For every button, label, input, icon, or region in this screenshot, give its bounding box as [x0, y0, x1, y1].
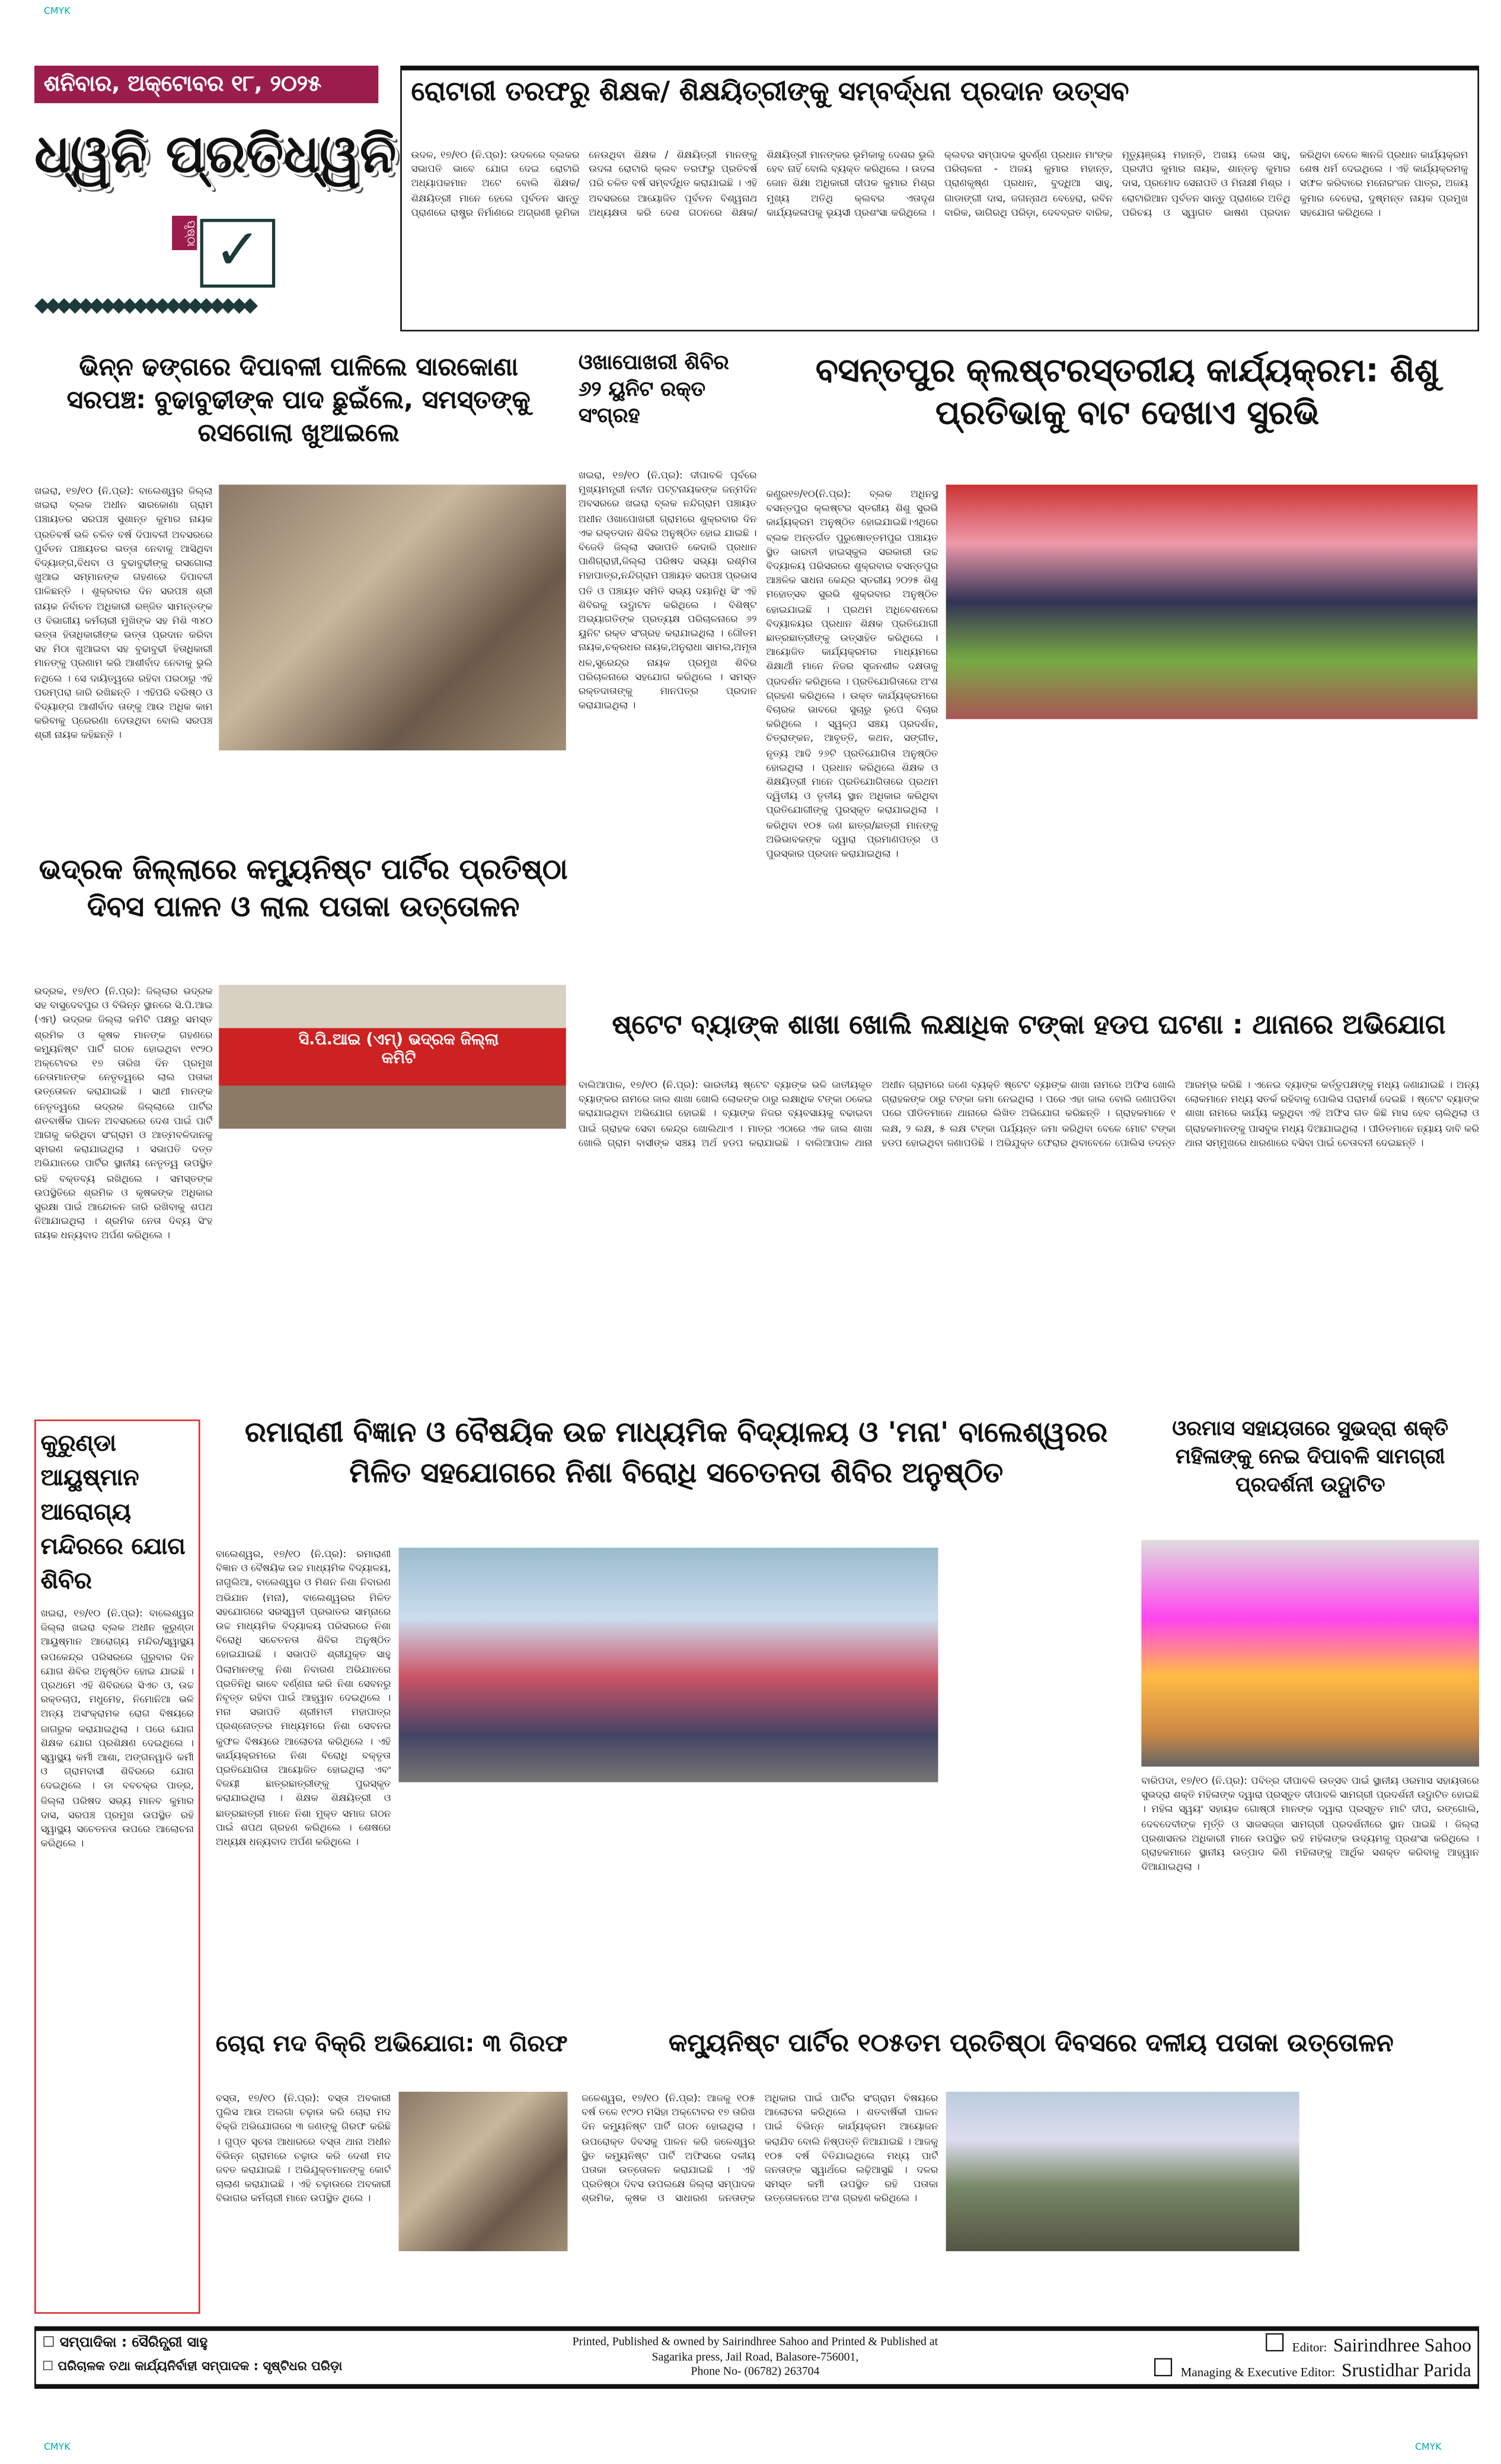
editor-en-name: Sairindhree Sahoo	[1333, 2334, 1471, 2356]
managing-label: ପରିଚାଳକ ତଥା କାର୍ଯ୍ୟନିର୍ବାହୀ ସମ୍ପାଦକ :	[58, 2358, 259, 2373]
imprint-text	[505, 2334, 1005, 2379]
top-story-box	[400, 66, 1479, 331]
article-photo	[1141, 1540, 1479, 1766]
masthead-logo: ଧ୍ୱନି ପ୍ରତିଧ୍ୱନି	[34, 123, 397, 186]
managing-en-label: Managing & Executive Editor:	[1180, 2365, 1336, 2380]
article-photo	[946, 485, 1478, 720]
article-body: କଣ୍ଡ୍ର୧୭/୧୦(ନି.ପ୍ର): ବ୍ଲକ ଅଧିନସ୍ଥ ବସନ୍ତପୁର କ୍ଲଷ୍ଟର ସ୍ତରୀୟ ଶିଶୁ ସୁରଭି କାର୍ଯ୍ୟକ୍ରମ ଅନୁଷ୍ଠିତ ହୋଇଯାଇଛି।ଏଥିରେ ବ୍ଲକ ଅନ୍ତର୍ଗତ ପୁରୁଷୋତ୍ତମପୁର ପଞ୍ଚାୟତ ସ୍ଥିତ ଭାରତୀ ହାଇସ୍କୁଲ ସରକାରୀ ଉଚ୍ଚ ବିଦ୍ୟାଳୟ ପରିସରରେ ଶୁକ୍ରବାର ବସନ୍ତପୁର ଆଞ୍ଚଳିକ ସାଧନା କେନ୍ଦ୍ର ସ୍ତରୀୟ ୨୦୨୫ ଶିଶୁ ମହୋତ୍ସବ ସୁରଭି ଶୁକ୍ରବାର ଅନୁଷ୍ଠିତ ହୋଇଯାଇଛି । ପ୍ରଥମ ଅଧିବେଶନରେ ବିଦ୍ୟାଳୟର ପ୍ରଧାନ ଶିକ୍ଷକ ପ୍ରତିଯୋଗୀ ଛାତ୍ରଛାତ୍ରୀଙ୍କୁ ଉତ୍ସାହିତ କରିଥିଲେ । ଆୟୋଜିତ କାର୍ଯ୍ୟକ୍ରମର ମାଧ୍ୟମରେ ଶିକ୍ଷାର୍ଥୀ ମାନେ ନିଜର ସୃଜନଶୀଳ ଦକ୍ଷତାକୁ ପ୍ରଦର୍ଶନ କରିଥିଲେ । ପ୍ରତିଯୋଗିତାରେ ଅଂଶ ଗ୍ରହଣ କରିଥିଲେ । ଉକ୍ତ କାର୍ଯ୍ୟକ୍ରମରେ ବିଚାରକ ଭାବରେ ସୁଚାରୁ ରୂପେ ବିଚାର କରିଥିଲେ । ସ୍ୱଳ୍ପ ସଞ୍ଚୟ ପ୍ରଦର୍ଶନ, ଚିତ୍ରାଙ୍କନ, ଆବୃତ୍ତି, କଥନ, ସଙ୍ଗୀତ, ନୃତ୍ୟ ଆଦି ୨୬ଟି ପ୍ରତିଯୋଗିତା ଅନୁଷ୍ଠିତ ହୋଇଥିଲା । ପ୍ରଧାନ କରିଥିଲେ ଶିକ୍ଷକ ଓ ଶିକ୍ଷୟିତ୍ରୀ ମାନେ ପ୍ରତିଯୋଗିତାରେ ପ୍ରଥମ ଦ୍ୱିତୀୟ ଓ ତୃତୀୟ ସ୍ଥାନ ଅଧିକାର କରିଥିବା ପ୍ରତିଯୋଗୀଙ୍କୁ ପୁରସ୍କୃତ କରାଯାଇଥିଲା । କରିଥିବା ୧୦୫ ଜଣ ଛାତ୍ର/ଛାତ୍ରୀ ମାନଙ୍କୁ ଅଭିଭାବକଙ୍କ ଦ୍ୱାରା ପ୍ରମାଣପତ୍ର ଓ ପୁରସ୍କାର ପ୍ରଦାନ କରାଯାଇଥିଲା ।	[766, 489, 938, 860]
article-photo	[946, 2092, 1299, 2251]
article-body: ଉଦଳ, ୧୭/୧୦ (ନି.ପ୍ର): ଉଦଳରେ ବ୍ଲକର ସଭାପତି ଭାବେ ଯୋଗ ଦେଇ ରୋଟାରି ଅଧ୍ୟାପକମାନ ଅଟେ ବୋଲି ଶିକ୍ଷକ/ଶିକ୍ଷୟିତ୍ରୀ ମାନେ ହେଲେ ପୂର୍ବତନ ସାନ୍ତୁ ପ୍ରାଣରେ ରାଷ୍ଟ୍ର ନିର୍ମାଣରେ ଅଗ୍ରଣୀ ଭୂମିକା ନେଉଥିବା ଶିକ୍ଷକ / ଶିକ୍ଷୟିତ୍ରୀ ମାନଙ୍କୁ ଉଦଳା ରୋଟାରି କ୍ଲବ ତରଫରୁ ପ୍ରତିବର୍ଷ ପରି ଚଳିତ ବର୍ଷ ସମ୍ବର୍ଦ୍ଧିତ କରାଯାଇଛି । ଏହି ଅବସରରେ ଆୟୋଜିତ ପୂର୍ବତନ ବିଶ୍ୱନାଥ ଅଧ୍ୟକ୍ଷତା କରି ଦେଶ ଗଠନରେ ଶିକ୍ଷକ/ ଶିକ୍ଷୟିତ୍ରୀ ମାନଙ୍କର ଭୂମିକାକୁ ଦେଶର ଭୁଲି ହେବ ନାହିଁ ବୋଲି ବ୍ୟକ୍ତ କରିଥିଲେ । ଉଦଳା ଜୋନ ଶିକ୍ଷା ଅଧିକାରୀ ଦୀପକ କୁମାର ମିଶ୍ର ମୁଖ୍ୟ ଅତିଥି କ୍ଲବର ଏତାଦୃଶ କାର୍ଯ୍ୟକଳାପକୁ ଭୂୟସୀ ପ୍ରଶଂସା କରିଥିଲେ । କ୍ଲବର ସମ୍ପାଦକ ସୁବର୍ଣ୍ଣ ପ୍ରଧାନ ମାଂଙ୍କ ପରିଚାଳନା - ଅଜୟ କୁମାର ମହାନ୍ତ, ପ୍ରାଣକୃଷ୍ଣ ପ୍ରଧାନ, ବୁଦ୍ଧିଆ ସାହୁ, ଗାଡାଙ୍ଗୀ ଦାସ, ଜଗନ୍ନାଥ ବେହେରା, ରବିନ ବାରିକ, ଭାଗିରଥି ପରିଡ଼ା, ଦେବବ୍ରତ ବାରିକ, ମୃତ୍ୟୁଞ୍ଜୟ ମହାନ୍ତି, ଅଖୟ ଲେଖ ସାହୁ, ପ୍ରଦୀପ କୁମାର ନାୟକ, ଶାନ୍ତନୁ କୁମାର ଦାସ, ପ୍ରମୋଦ ସେନାପତି ଓ ମିନାକ୍ଷୀ ମିଶ୍ର । ରୋଟାରିଆନ ପୂର୍ବତନ ସାନ୍ତୁ ପ୍ରାଣରେ ଅତିଥି ପରିଚୟ ଓ ସ୍ୱାଗତ ଭାଷଣ ପ୍ରଦାନ କରିଥିବା ବେଳେ ଜ୍ଞାନଜି ପ୍ରଧାନ କାର୍ଯ୍ୟକ୍ରମ ଶେଷ ଧର୍ମ ଦେଇଥିଲେ । ଏହି କାର୍ଯ୍ୟକ୍ରମକୁ ସଫଳ କରିବାରେ ମନୋରଂଜନ ପାତ୍ର, ଅଜୟ କୁମାର ବେହେରା, ଦୁଷ୍ମନ୍ତ ନାୟକ ପ୍ରମୁଖ ସହଯୋଗ କରିଥିଲେ ।	[411, 150, 1468, 219]
editor-en: ☐ Editor: Sairindhree Sahoo	[1263, 2331, 1471, 2358]
managing-editor-line: ☐ ପରିଚାଳକ ତଥା କାର୍ଯ୍ୟନିର୍ବାହୀ ସମ୍ପାଦକ : ସୃଷ୍ଟିଧର ପରିଡ଼ା	[42, 2358, 343, 2373]
headline: କମ୍ୟୁନିଷ୍ଟ ପାର୍ଟିର ୧୦୫ତମ ପ୍ରତିଷ୍ଠା ଦିବସରେ ଦଳୀୟ ପତାକା ଉତ୍ତୋଳନ	[669, 2027, 1394, 2057]
article-body-cont	[946, 728, 1478, 994]
editor-line: ☐ ସମ୍ପାଦିକା : ସୈରିନ୍ଧ୍ରୀ ସାହୁ	[42, 2335, 208, 2351]
article-body-cont	[946, 1555, 1129, 2024]
article-body-cont	[399, 1790, 938, 2025]
headline: କୁରୁଣ୍ଡା ଆୟୁଷ୍ମାନ ଆରୋଗ୍ୟ ମନ୍ଦିରରେ ଯୋଗ ଶିବିର	[40, 1428, 186, 1595]
editor-label: ସମ୍ପାଦିକା :	[59, 2335, 127, 2351]
article-body: ଖଇରା, ୧୭/୧୦ (ନି.ପ୍ର): ବାଲେଶ୍ୱର ଜିଲ୍ଲା ଖଇରା ବ୍ଲକ ଅଧୀନ ସାରକୋଣା ଗ୍ରାମ ପଞ୍ଚାୟତର ସରପଞ୍ଚ ସୁଶାନ୍ତ କୁମାର ନାୟକ ପ୍ରତିବର୍ଷ ଭଳି ଚଳିତ ବର୍ଷ ଦିପାବଳୀ ଅବସରରେ ପୁର୍ବତନ ପଞ୍ଚାୟତର ଭତ୍ତା ନେବାକୁ ଆସିଥିବା ବିଦ୍ୟାଙ୍ଗ,ବିଧବା ଓ ବୁଢାବୁଢୀଙ୍କୁ ରସଗୋଲା ଖୁଆଇ ସମ୍ମାନଙ୍କ ଗହଣରେ ଦିପାବଳୀ ପାଳିଛନ୍ତି । ଶୁକ୍ରବାର ଦିନ ସରପଞ୍ଚ ଶ୍ରୀ ନାୟକ ନିର୍ବାଚନ ଅଧିକାରୀ ରଞ୍ଜିତ ସାମନ୍ତଙ୍କ ଓ ବିଭାଗୀୟ କର୍ମଚାରୀ ମୁଖିଙ୍କ ସହ ମିଶି ୩୪୦ ଭତ୍ତା ହିତାଧିକାରୀଙ୍କ ଭତ୍ତା ପ୍ରଦାନ କରିବା ସହ ମିଠା ଖୁଆଇବା ସହ ବୁଢାବୁଢୀ ହିତାଧିକାରୀ ମାନଙ୍କୁ ପ୍ରଣାମ କରି ଆଶୀର୍ବାଦ ନେବାକୁ ଭୁଲି ନଥିଲେ । ସେ ଦାୟିତ୍ୱରେ ରହିବା ପରଠାରୁ ଏହି ପରମ୍ପରା ଜାରି ରଖିଛନ୍ତି । ଏହିପରି ବରିଷ୍ଠ ଓ ବିଦ୍ୟାଙ୍ଗ ଆଶୀର୍ବାଦ ତାଙ୍କୁ ଆଉ ଅଧିକ କାମ କରିବାକୁ ପ୍ରେରଣା ଦେଉଥିବା ବୋଲି ସରପଞ୍ଚ ଶ୍ରୀ ନାୟକ କହିଛନ୍ତି ।	[34, 486, 213, 742]
headline: ଚୋରା ମଦ ବିକ୍ରି ଅଭିଯୋଗ: ୩ ଗିରଫ	[215, 2029, 568, 2057]
imprint-line: Phone No- (06782) 263704	[691, 2363, 820, 2378]
article-body-cont	[219, 757, 566, 838]
checkmark-icon: ✓	[200, 219, 276, 287]
headline: ରମାରାଣୀ ବିଜ୍ଞାନ ଓ ବୈଷୟିକ ଉଚ୍ଚ ମାଧ୍ୟମିକ ବିଦ୍ୟାଳୟ ଓ 'ମନା' ବାଲେଶ୍ୱରର ମିଳିତ ସହଯୋଗରେ ନିଶା ବିରୋଧି ସଚେତନତା ଶିବିର ଅନୁଷ୍ଠିତ	[245, 1416, 1108, 1490]
print-mark: CMYK	[1414, 2441, 1442, 2453]
imprint-line: Printed, Published & owned by Sairindhree Sahoo and Printed & Published at	[572, 2334, 938, 2348]
diamond-ornament: ◆◆◆◆◆◆◆◆◆◆◆◆◆◆◆◆◆◆◆◆	[34, 293, 254, 318]
print-mark: CMYK	[43, 6, 71, 18]
editor-name: ସୈରିନ୍ଧ୍ରୀ ସାହୁ	[132, 2335, 208, 2351]
editor-en-label: Editor:	[1292, 2340, 1327, 2355]
headline: ରୋଟାରୀ ତରଫରୁ ଶିକ୍ଷକ/ ଶିକ୍ଷୟିତ୍ରୀଙ୍କୁ ସମ୍ବର୍ଦ୍ଧନା ପ୍ରଦାନ ଉତ୍ସବ	[411, 76, 1129, 108]
article-body: ବାରିପଦା, ୧୭/୧୦ (ନି.ପ୍ର): ପବିତ୍ର ଦୀପାବଳି ଉତ୍ସବ ପାଇଁ ସ୍ଥାନୀୟ ଓରମାସ ସହାୟତାରେ ସୁଭଦ୍ରା ଶକ୍ତି ମହିଳାଙ୍କ ଦ୍ୱାରା ପ୍ରସ୍ତୁତ ଦୀପାବଳି ସାମଗ୍ରୀ ପ୍ରଦର୍ଶନୀ ଉଦ୍ଘାଟିତ ହୋଇଛି । ମହିଳା ସ୍ୱୟଂ ସହାୟକ ଗୋଷ୍ଠୀ ମାନଙ୍କ ଦ୍ୱାରା ପ୍ରସ୍ତୁତ ମାଟି ଦୀପ, ରଙ୍ଗୋଲି, ଦେବଦେବୀଙ୍କ ମୂର୍ତ୍ତି ଓ ସାଜସଜ୍ଜା ସାମଗ୍ରୀ ପ୍ରଦର୍ଶନୀରେ ସ୍ଥାନ ପାଇଛି । ଜିଲ୍ଲା ପ୍ରଶାସନର ଅଧିକାରୀ ମାନେ ଉପସ୍ଥିତ ରହି ମହିଳାଙ୍କ ଉଦ୍ୟମକୁ ପ୍ରଶଂସା କରିଥିଲେ । ଗ୍ରାହକମାନେ ସ୍ଥାନୀୟ ଉତ୍ପାଦ କିଣି ମହିଳାଙ୍କୁ ଆର୍ଥିକ ସଶକ୍ତ କରିବାକୁ ଆହ୍ୱାନ ଦିଆଯାଇଥିଲା ।	[1141, 1776, 1480, 1874]
article-body: ବସ୍ତା, ୧୭/୧୦ (ନି.ପ୍ର): ବସ୍ତା ଅବକାରୀ ପୁଲିସ ଆଉ ଅଲଗା ଚଢ଼ାଉ କରି ଚୋରା ମଦ ବିକ୍ରି ଅଭିଯୋଗରେ ୩ ଜଣଙ୍କୁ ଗିରଫ କରିଛି । ଗୁପ୍ତ ସୂଚନା ଆଧାରରେ ବସ୍ତା ଥାନା ଅଧୀନ ବିଭିନ୍ନ ଗ୍ରାମରେ ଚଢ଼ାଉ କରି ଦେଶୀ ମଦ ଜବତ କରାଯାଇଛି । ଅଭିଯୁକ୍ତମାନଙ୍କୁ କୋର୍ଟ ଚାଲାଣ କରାଯାଇଛି । ଏହି ଚଢ଼ାଉରେ ଅବକାରୀ ବିଭାଗର କର୍ମଚାରୀ ମାନେ ଉପସ୍ଥିତ ଥିଲେ ।	[215, 2093, 391, 2205]
article-body: ଜଳେଶ୍ୱର, ୧୭/୧୦ (ନି.ପ୍ର): ଆଜକୁ ୧୦୫ ବର୍ଷ ତଳେ ୧୯୨୦ ମସିହା ଅକ୍ଟୋବର ୧୭ ତାରିଖ ଦିନ କମ୍ୟୁନିଷ୍ଟ ପାର୍ଟି ଗଠନ ହୋଇଥିଲା । ଉପରୋକ୍ତ ଦିବସକୁ ପାଳନ କରି ଜଳେଶ୍ୱର ସ୍ଥିତ କମ୍ୟୁନିଷ୍ଟ ପାର୍ଟି ଅଫିସରେ ଦଳୀୟ ପତାକା ଉତ୍ତୋଳନ କରାଯାଇଛି । ଏହି ପ୍ରତିଷ୍ଠା ଦିବସ ଉପଲକ୍ଷେ ଜିଲ୍ଲା ସମ୍ପାଦକ ଶ୍ରମିକ, କୃଷକ ଓ ସାଧାରଣ ଜନତାଙ୍କ ଅଧିକାର ପାଇଁ ପାର୍ଟିର ସଂଗ୍ରାମ ବିଷୟରେ ଆଲୋଚନା କରିଥିଲେ । ଶତବାର୍ଷିକୀ ପାଳନ ପାଇଁ ବିଭିନ୍ନ କାର୍ଯ୍ୟକ୍ରମ ଆୟୋଜନ କରାଯିବ ବୋଲି ନିଷ୍ପତ୍ତି ନିଆଯାଇଛି । ଆଜକୁ ୧୦୫ ବର୍ଷ ବିତିଯାଇଥିଲେ ମଧ୍ୟ ପାର୍ଟି ଜନତାଙ୍କ ସ୍ୱାର୍ଥରେ ଲଢ଼ିଆସୁଛି । ଦଳର ସମସ୍ତ କର୍ମୀ ଉପସ୍ଥିତ ରହି ପତାକା ଉତ୍ତୋଳନରେ ଅଂଶ ଗ୍ରହଣ କରିଥିଲେ ।	[582, 2093, 938, 2205]
article-body: ଖଇରା, ୧୭/୧୦ (ନି.ପ୍ର): ଦୀପାବଳି ପୂର୍ବରେ ମୁଖ୍ୟମନ୍ତ୍ରୀ ନବୀନ ପଟ୍ଟନାୟକଙ୍କ ଜନ୍ମଦିନ ଅବସରରେ ଖଇରା ବ୍ଲକ ନନ୍ଦିଗ୍ରାମ ପଞ୍ଚାୟତ ଅଧୀନ ଓଖାପୋଖରୀ ଗ୍ରାମରେ ଶୁକ୍ରବାର ଦିନ ଏକ ରକ୍ତଦାନ ଶିବିର ଅନୁଷ୍ଠିତ ହୋଇ ଯାଇଛି । ବିଜେଡି ଜିଲ୍ଲା ସଭାପତି କେଦାରି ପ୍ରଧାନ ପାଣିଗ୍ରାହୀ,ଜିଲ୍ଲା ପରିଷଦ ସଭ୍ୟା ରଶ୍ମିତା ମହାପାତ୍ର,ନନ୍ଦିଗ୍ରାମ ପଞ୍ଚାୟତ ସରପଞ୍ଚ ପ୍ରଭାସ ପତି ଓ ପଞ୍ଚାୟତ ସମିତି ସଭ୍ୟ ଦୟାନିଧି ସିଂ ଏହି ଶିବିରକୁ ଉଦ୍ଘାଟନ କରିଥିଲେ । ବିଶିଷ୍ଟ ଅଭ୍ୟାଗତିଙ୍କ ପ୍ରତ୍ୟକ୍ଷ ପରିଚାଳନାରେ ୬୨ ୟୁନିଟ ରକ୍ତ ସଂଗ୍ରହ କରାଯାଇଥିଲା । ଗୌତମ ନାୟକ,ଚକ୍ରଧର ନାୟକ,ଅନୁରାଧା ସାମଲ,ଅମୃତା ଧଳ,ସୁରେନ୍ଦ୍ର ନାୟକ ପ୍ରମୁଖ ଶିବିର ପରିଚାଳନାରେ ସହଯୋଗ କରିଥିଲେ । ସମସ୍ତ ରକ୍ତଦାତାଙ୍କୁ ମାନପତ୍ର ପ୍ରଦାନ କରାଯାଇଥିଲା ।	[578, 470, 757, 712]
article-photo	[399, 2092, 568, 2251]
date-banner: ଶନିବାର, ଅକ୍ଟୋବର ୧୮, ୨୦୨୫	[34, 66, 378, 103]
imprint-line: Sagarika press, Jail Road, Balasore-756001,	[652, 2348, 859, 2363]
article-body: ବାଲେଶ୍ୱର, ୧୭/୧୦ (ନି.ପ୍ର): ରମାରାଣୀ ବିଜ୍ଞାନ ଓ ବୈଷୟିକ ଉଚ୍ଚ ମାଧ୍ୟମିକ ବିଦ୍ୟାଳୟ, ନାଗୁଲିଆ, ବାଲେଶ୍ୱର ଓ ମିଶନ ନିଶା ନିବାରଣ ଅଭିଯାନ (ମନା), ବାଲେଶ୍ୱରର ମିଳିତ ସହଯୋଗରେ ସରସ୍ୱତୀ ପ୍ରଭାତର ସାମ୍ନାରେ ଉଚ୍ଚ ମାଧ୍ୟମିକ ବିଦ୍ୟାଳୟ ପରିସରରେ ନିଶା ବିରୋଧି ସଚେତନତା ଶିବିର ଅନୁଷ୍ଠିତ ହୋଇଯାଇଛି । ସଭାପତି ଶ୍ରୀଯୁକ୍ତ ସାହୁ ପିଲାମାନଙ୍କୁ ନିଶା ନିବାରଣ ଅଭିଯାନରେ ପ୍ରତିନିଧି ଭାବେ ବର୍ଣ୍ଣନା କରି ନିଶା ସେବନରୁ ନିବୃତ୍ତ ରହିବା ପାଇଁ ଆହ୍ୱାନ ଦେଇଥିଲେ । ମନା ସଭାପତି ଶ୍ରୀମତୀ ମହାପାତ୍ର ପ୍ରଶ୍ନୋତ୍ତର ମାଧ୍ୟମରେ ନିଶା ସେବନର କୁଫଳ ବିଷୟରେ ଆଲୋଚନା କରିଥିଲେ । ଏହି କାର୍ଯ୍ୟକ୍ରମରେ ନିଶା ବିରୋଧି ବକ୍ତୃତା ପ୍ରତିଯୋଗିତା ଆୟୋଜିତ ହୋଇଥିଲା ଏବଂ ବିଜୟୀ ଛାତ୍ରଛାତ୍ରୀଙ୍କୁ ପୁରସ୍କୃତ କରାଯାଇଥିଲା । ଶିକ୍ଷକ ଶିକ୍ଷୟିତ୍ରୀ ଓ ଛାତ୍ରଛାତ୍ରୀ ମାନେ ନିଶା ମୁକ୍ତ ସମାଜ ଗଠନ ପାଇଁ ଶପଥ ଗ୍ରହଣ କରିଥିଲେ । ଶେଷରେ ଅଧ୍ୟକ୍ଷ ଧନ୍ୟବାଦ ଅର୍ପଣ କରିଥିଲେ ।	[215, 1549, 391, 1848]
headline: ବସନ୍ତପୁର କ୍ଲଷ୍ଟରସ୍ତରୀୟ କାର୍ଯ୍ୟକ୍ରମ: ଶିଶୁ ପ୍ରତିଭାକୁ ବାଟ ଦେଖାଏ ସୁରଭି	[815, 351, 1439, 432]
headline: ଓରମାସ ସହାୟତାରେ ସୁଭଦ୍ରା ଶକ୍ତି ମହିଳାଙ୍କୁ ନେଇ ଦିପାବଳି ସାମଗ୍ରୀ ପ୍ରଦର୍ଶନୀ ଉଦ୍ଘାଟିତ	[1172, 1418, 1449, 1498]
article-photo	[399, 1548, 938, 1782]
footer-imprint	[34, 2326, 1479, 2389]
article-body: ଖଇରା, ୧୭/୧୦ (ନି.ପ୍ର): ବାଲେଶ୍ୱର ଜିଲ୍ଲା ଖଇରା ବ୍ଲକ ଅଧୀନ କୁରୁଣ୍ଡା ଆୟୁଷ୍ମାନ ଆରୋଗ୍ୟ ମନ୍ଦିର/ସ୍ୱାସ୍ଥ୍ୟ ଉପକେନ୍ଦ୍ର ପରିସରରେ ଗୁରୁବାର ଦିନ ଯୋଗ ଶିବିର ଅନୁଷ୍ଠିତ ହୋଇ ଯାଇଛି । ପ୍ରଥମେ ଏହି ଶିବିରରେ ସିଏଚ ଓ, ଉଚ୍ଚ ରକ୍ତଚାପ, ମଧୁମେହ, ନିମୋନିଆ ଭଳି ଅନ୍ୟ ଅସଂକ୍ରାମକ ରୋଗ ବିଷୟରେ ଜାଗରୁକ କରାଯାଇଥିଲା । ପରେ ଯୋଗ ଶିକ୍ଷକ ଯୋଗ ପ୍ରଶିକ୍ଷଣ ଦେଇଥିଲେ । ସ୍ୱାସ୍ଥ୍ୟ କର୍ମୀ ଆଶା, ଅଙ୍ଗନୱାଡି କର୍ମୀ ଓ ଗ୍ରାମବାସୀ ଶିବିରରେ ଯୋଗ ଦେଇଥିଲେ । ଡା ବବଚକ୍ର ପାତ୍ର, ଜିଲ୍ଲା ପରିଷଦ ସଭ୍ୟ ମାନବ କୁମାର ଦାସ, ସରପଞ୍ଚ ପ୍ରମୁଖ ଉପସ୍ଥିତ ରହି ସ୍ୱାସ୍ଥ୍ୟ ସଚେତନତା ଉପରେ ଆଲୋଚନା କରିଥିଲେ ।	[40, 1608, 194, 1850]
page-badge: ପୃଷ୍ଠା	[172, 216, 197, 250]
party-banner-text: ସି.ପି.ଆଇ (ଏମ୍) ଭଦ୍ରକ ଜିଲ୍ଲା କମିଟି	[298, 1031, 499, 1068]
headline: ଭିନ୍ନ ଢଙ୍ଗରେ ଦିପାବଳୀ ପାଳିଲେ ସାରକୋଣା ସରପଞ୍ଚ: ବୁଢାବୁଢୀଙ୍କ ପାଦ ଛୁଇଁଲେ, ସମସ୍ତଙ୍କୁ ରସଗୋଲା ଖୁଆଇଲେ	[66, 351, 531, 448]
headline: ଓଖାପୋଖରୀ ଶିବିର ୬୨ ୟୁନିଟ ରକ୍ତ ସଂଗ୍ରହ	[578, 351, 729, 429]
managing-en-name: Srustidhar Parida	[1341, 2358, 1471, 2381]
managing-name: ସୃଷ୍ଟିଧର ପରିଡ଼ା	[263, 2358, 343, 2373]
headline: ଭଦ୍ରକ ଜିଲ୍ଲାରେ କମ୍ୟୁନିଷ୍ଟ ପାର୍ଟିର ପ୍ରତିଷ୍ଠା ଦିବସ ପାଳନ ଓ ଲାଲ ପତାକା ଉତ୍ତୋଳନ	[39, 854, 568, 924]
print-mark: CMYK	[43, 2441, 71, 2453]
headline: ଷ୍ଟେଟ ବ୍ୟାଙ୍କ ଶାଖା ଖୋଲି ଲକ୍ଷାଧିକ ଟଙ୍କା ହଡପ ଘଟଣା : ଥାନାରେ ଅଭିଯୋଗ	[612, 1009, 1446, 1041]
article-body: ଭଦ୍ରକ, ୧୭/୧୦ (ନି.ପ୍ର): ଜିଲ୍ଲାର ଭଦ୍ରକ ସହ ବାସୁଦେବପୁର ଓ ବିଭିନ୍ନ ସ୍ଥାନରେ ସି.ପି.ଆଇ (ଏମ୍) ଭଦ୍ରକ ଜିଲ୍ଲା କମିଟି ପକ୍ଷରୁ ସମସ୍ତ ଶ୍ରମିକ ଓ କୃଷକ ମାନଙ୍କ ଗହଣରେ କମ୍ୟୁନିଷ୍ଟ ପାର୍ଟି ଗଠନ ହୋଇଥିବା ୧୯୨୦ ଅକ୍ଟୋବର ୧୭ ତାରିଖ ଦିନ ପ୍ରମୁଖ ନେତାମାନଙ୍କ ନେତୃତ୍ୱରେ ଲାଲ ପତାକା ଉତ୍ତୋଳନ କରାଯାଇଛି । ସାଥୀ ମାନଙ୍କ ନେତୃତ୍ୱରେ ଭଦ୍ରକ ଜିଲ୍ଲାରେ ପାର୍ଟିର ଶତବାର୍ଷିକ ପାଳନ ଅବସରରେ ଦେଶ ପାଇଁ ପାର୍ଟି ଆଗକୁ କରିଥିବା ସଂଗ୍ରାମ ଓ ଆତ୍ମବଳିଦାନକୁ ସ୍ମରଣ କରାଯାଇଥିଲା । ସଭାପତି ଦତ୍ତ ଅଭିଯାନରେ ପାର୍ଟିର ସ୍ଥାନୀୟ ନେତୃତ୍ୱ ଉପସ୍ଥିତ ରହି ବକ୍ତବ୍ୟ ରଖିଥିଲେ । ସମସ୍ତଙ୍କ ଉପସ୍ଥିତିରେ ଶ୍ରମିକ ଓ କୃଷକଙ୍କ ଅଧିକାର ସୁରକ୍ଷା ପାଇଁ ଆନ୍ଦୋଳନ ଜାରି ରଖିବାକୁ ଶପଥ ନିଆଯାଇଥିଲା । ଶ୍ରମିକ ନେତା ଦିବ୍ୟ ସିଂହ ନାୟକ ଧନ୍ୟବାଦ ଅର୍ପଣ କରିଥିଲେ ।	[34, 986, 213, 1242]
article-photo	[219, 485, 566, 750]
sidebar-box	[34, 1420, 200, 2314]
article-body-cont	[1310, 2092, 1479, 2320]
managing-en: ☐ Managing & Executive Editor: Srustidhar Parida	[1152, 2356, 1471, 2383]
article-photo	[219, 985, 566, 1129]
article-body: ବାଲିଆପାଳ, ୧୭/୧୦ (ନି.ପ୍ର): ଭାରତୀୟ ଷ୍ଟେଟ ବ୍ୟାଙ୍କ ଭଳି ଜାତୀୟକୃତ ବ୍ୟାଙ୍କର ନାମରେ ଜାଲ ଶାଖା ଖୋଲି ଲୋକଙ୍କ ଠାରୁ ଲକ୍ଷାଧିକ ଟଙ୍କା ଠକେଇ କରାଯାଇଥିବା ଅଭିଯୋଗ ହୋଇଛି । ବ୍ୟାଙ୍କ ନିଜର ବ୍ୟବସାୟକୁ ବଢାଇବା ପାଇଁ ଗ୍ରାହକ ସେବା କେନ୍ଦ୍ର ଖୋଲିଥାଏ । ମାତ୍ର ଏଠାରେ ଏକ ଜାଲ ଶାଖା ଖୋଲି ଗ୍ରାମ ବାସୀଙ୍କ ସଞ୍ଚୟ ଅର୍ଥ ହଡପ କରାଯାଇଛି । ବାଲିଆପାଳ ଥାନା ଅଧୀନ ଗ୍ରାମରେ ଜଣେ ବ୍ୟକ୍ତି ଷ୍ଟେଟ ବ୍ୟାଙ୍କ ଶାଖା ନାମରେ ଅଫିସ ଖୋଲି ଗ୍ରାହକଙ୍କ ଠାରୁ ଟଙ୍କା ଜମା ନେଇଥିଲା । ପରେ ଏହା ଜାଲ ବୋଲି ଜଣାପଡିବା ପରେ ପୀଡିତମାନେ ଥାନାରେ ଲିଖିତ ଅଭିଯୋଗ କରିଛନ୍ତି । ଗ୍ରାହକମାନେ ୧ ଲକ୍ଷ, ୨ ଲକ୍ଷ, ୫ ଲକ୍ଷ ଟଙ୍କା ପର୍ଯ୍ୟନ୍ତ ଜମା କରିଥିବା ବେଳେ ମୋଟ ଟଙ୍କା ହଡପ ହୋଇଥିବା ଜଣାପଡିଛି । ଅଭିଯୁକ୍ତ ଫେରାର ଥିବାବେଳେ ପୋଲିସ ତଦନ୍ତ ଆରମ୍ଭ କରିଛି । ଏନେଇ ବ୍ୟାଙ୍କ କର୍ତ୍ତୃପକ୍ଷଙ୍କୁ ମଧ୍ୟ ଜଣାଯାଇଛି । ଅନ୍ୟ ଲୋକମାନେ ମଧ୍ୟ ସତର୍କ ରହିବାକୁ ପୋଲିସ ପରାମର୍ଶ ଦେଇଛି । ଷ୍ଟେଟ ବ୍ୟାଙ୍କ ଶାଖା ନାମରେ କାର୍ଯ୍ୟ କରୁଥିବା ଏହି ଅଫିସ ଗତ କିଛି ମାସ ହେବ ଚାଲିଥିଲା ଓ ଗ୍ରାହକମାନଙ୍କୁ ପାସବୁକ ମଧ୍ୟ ଦିଆଯାଇଥିଲା । ପୀଡିତମାନେ ନ୍ୟାୟ ଦାବି କରି ଥାନା ସମ୍ମୁଖରେ ଧାରଣାରେ ବସିବା ପାଇଁ ଚେତାବନୀ ଦେଇଛନ୍ତି ।	[578, 1080, 1480, 1149]
